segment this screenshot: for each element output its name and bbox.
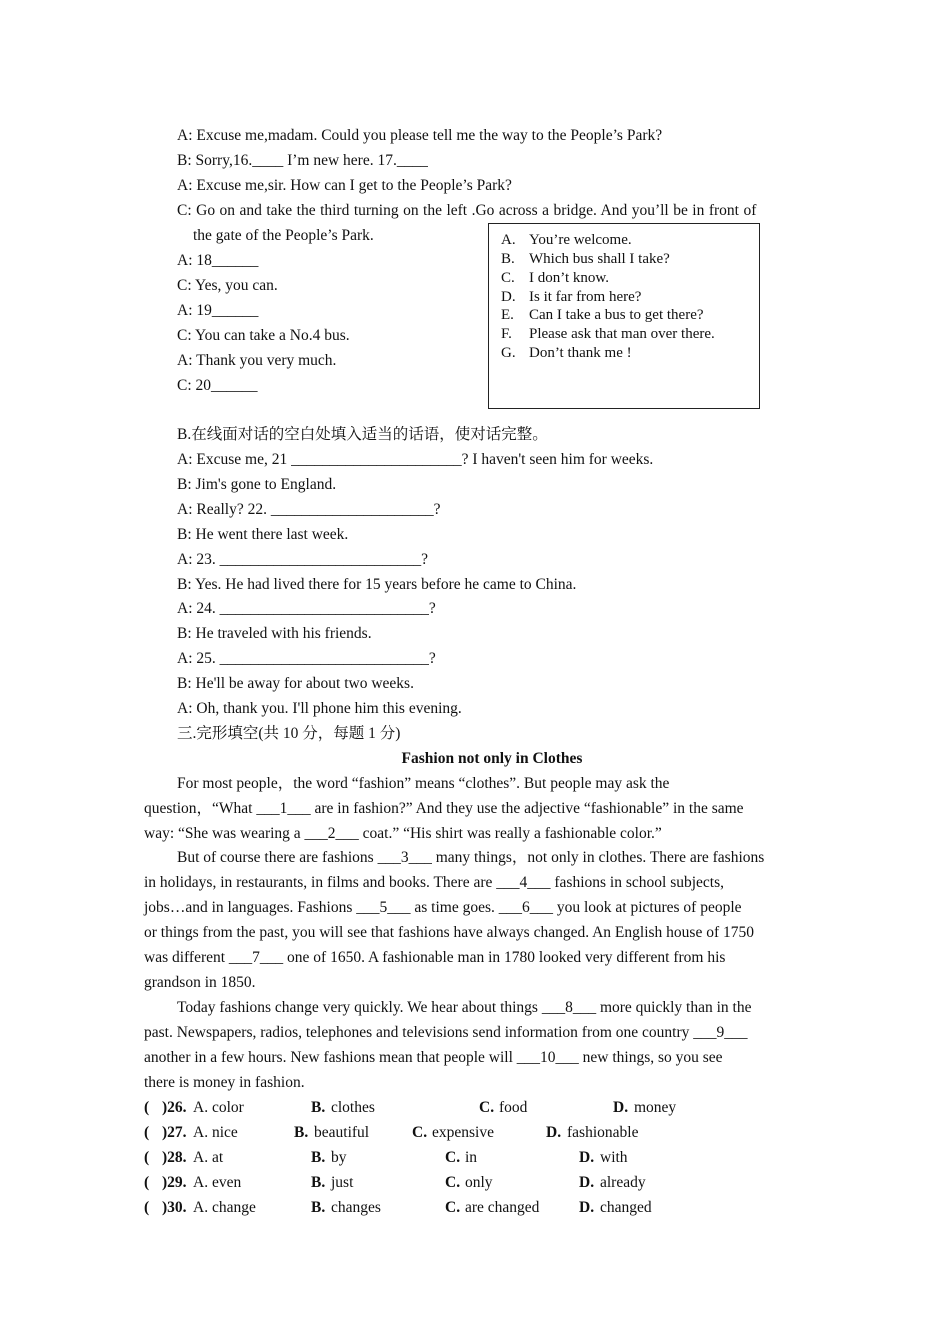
passage-line: or things from the past, you will see that fashions have always changed. An English house of 1750: [144, 924, 754, 941]
section-heading: 三.完形填空(共 10 分，每题 1 分): [177, 725, 401, 742]
option-c-key: C.: [445, 1149, 461, 1166]
option-a: A. color: [193, 1099, 244, 1116]
passage-line: jobs…and in languages. Fashions ___5___ as time goes. ___6___ you look at pictures of people: [144, 899, 742, 916]
option-item: B. Which bus shall I take?: [501, 251, 670, 267]
answer-paren[interactable]: (: [144, 1124, 150, 1141]
option-d: already: [600, 1174, 646, 1191]
dialogue-line: A: Really? 22. _____________________?: [177, 501, 441, 518]
option-item: E. Can I take a bus to get there?: [501, 307, 704, 323]
dialogue-line: C: Yes, you can.: [177, 277, 278, 294]
option-b-key: B.: [311, 1199, 326, 1216]
dialogue-line: A: Excuse me,sir. How can I get to the People’s Park?: [177, 177, 512, 194]
option-c-key: C.: [445, 1174, 461, 1191]
dialogue-line: A: 24. ___________________________?: [177, 600, 436, 617]
passage-line: was different ___7___ one of 1650. A fashionable man in 1780 looked very different from his: [144, 949, 726, 966]
option-b-key: B.: [311, 1149, 326, 1166]
option-d-key: D.: [579, 1199, 595, 1216]
option-b: changes: [331, 1199, 381, 1216]
option-c: expensive: [432, 1124, 494, 1141]
answer-paren[interactable]: (: [144, 1099, 150, 1116]
passage-line: in holidays, in restaurants, in films and books. There are ___4___ fashions in school subjects,: [144, 874, 725, 891]
passage-line: there is money in fashion.: [144, 1074, 305, 1091]
option-b: clothes: [331, 1099, 375, 1116]
question-number: )29.: [162, 1174, 187, 1191]
option-a: A. at: [193, 1149, 224, 1166]
option-c-key: C.: [412, 1124, 428, 1141]
question-number: )28.: [162, 1149, 187, 1166]
option-item: C. I don’t know.: [501, 270, 609, 286]
option-b: beautiful: [314, 1124, 370, 1141]
option-c: are changed: [465, 1199, 540, 1216]
dialogue-line: B: Jim's gone to England.: [177, 476, 337, 493]
question-number: )27.: [162, 1124, 187, 1141]
dialogue-line: A: 25. ___________________________?: [177, 650, 436, 667]
passage-line: grandson in 1850.: [144, 974, 256, 991]
option-d: fashionable: [567, 1124, 639, 1141]
option-d: changed: [600, 1199, 652, 1216]
answer-paren[interactable]: (: [144, 1174, 150, 1191]
dialogue-line: B: He traveled with his friends.: [177, 625, 372, 642]
answer-paren[interactable]: (: [144, 1149, 150, 1166]
option-d-key: D.: [546, 1124, 562, 1141]
option-c-key: C.: [479, 1099, 495, 1116]
option-d-key: D.: [579, 1174, 595, 1191]
passage-line: But of course there are fashions ___3___ many things，not only in clothes. There are fashions: [177, 849, 765, 866]
passage-line: past. Newspapers, radios, telephones and televisions send information from one country ___9___: [144, 1024, 748, 1041]
option-b: by: [331, 1149, 347, 1166]
dialogue-line: B: He'll be away for about two weeks.: [177, 675, 414, 692]
option-b-key: B.: [311, 1099, 326, 1116]
dialogue-line: A: Excuse me, 21 ______________________? I haven't seen him for weeks.: [177, 451, 654, 468]
dialogue-line: A: Excuse me,madam. Could you please tell me the way to the People’s Park?: [177, 127, 663, 144]
question-number: )26.: [162, 1099, 187, 1116]
option-b-key: B.: [294, 1124, 309, 1141]
option-d-key: D.: [613, 1099, 629, 1116]
option-item: A. You’re welcome.: [501, 232, 632, 248]
answer-paren[interactable]: (: [144, 1199, 150, 1216]
option-a: A. nice: [193, 1124, 238, 1141]
passage-line: Today fashions change very quickly. We hear about things ___8___ more quickly than in the: [177, 999, 752, 1016]
option-item: D. Is it far from here?: [501, 289, 642, 305]
dialogue-line: A: 19______: [177, 302, 259, 319]
passage-title: Fashion not only in Clothes: [401, 750, 583, 767]
option-c-key: C.: [445, 1199, 461, 1216]
dialogue-line: the gate of the People’s Park.: [193, 227, 374, 244]
option-d: with: [600, 1149, 628, 1166]
option-a: A. even: [193, 1174, 242, 1191]
option-item: F. Please ask that man over there.: [501, 326, 715, 342]
passage-line: question，“What ___1___ are in fashion?” And they use the adjective “fashionable” in the same: [144, 800, 744, 817]
question-number: )30.: [162, 1199, 187, 1216]
option-c: only: [465, 1174, 493, 1191]
passage-line: another in a few hours. New fashions mean that people will ___10___ new things, so you see: [144, 1049, 723, 1066]
dialogue-line: C: 20______: [177, 377, 258, 394]
option-c: in: [465, 1149, 478, 1166]
passage-line: way: “She was wearing a ___2___ coat.” “His shirt was really a fashionable color.”: [144, 825, 662, 842]
option-c: food: [499, 1099, 528, 1116]
dialogue-line: A: 18______: [177, 252, 259, 269]
dialogue-line: B: He went there last week.: [177, 526, 349, 543]
options-box: [488, 223, 760, 409]
option-d: money: [634, 1099, 677, 1116]
dialogue-line: A: Thank you very much.: [177, 352, 337, 369]
dialogue-line: B: Yes. He had lived there for 15 years before he came to China.: [177, 576, 577, 593]
option-a: A. change: [193, 1199, 256, 1216]
dialogue-line: B: Sorry,16.____ I’m new here. 17.____: [177, 152, 428, 169]
option-b: just: [331, 1174, 354, 1191]
option-d-key: D.: [579, 1149, 595, 1166]
option-b-key: B.: [311, 1174, 326, 1191]
passage-line: For most people，the word “fashion” means “clothes”. But people may ask the: [177, 775, 670, 792]
option-item: G. Don’t thank me !: [501, 345, 632, 361]
dialogue-line: A: 23. __________________________?: [177, 551, 429, 568]
section-instruction: B.在线面对话的空白处填入适当的话语，使对话完整。: [177, 426, 548, 443]
dialogue-line: C: Go on and take the third turning on the left .Go across a bridge. And you’ll be in front of: [177, 202, 757, 219]
dialogue-line: A: Oh, thank you. I'll phone him this evening.: [177, 700, 462, 717]
dialogue-line: C: You can take a No.4 bus.: [177, 327, 350, 344]
